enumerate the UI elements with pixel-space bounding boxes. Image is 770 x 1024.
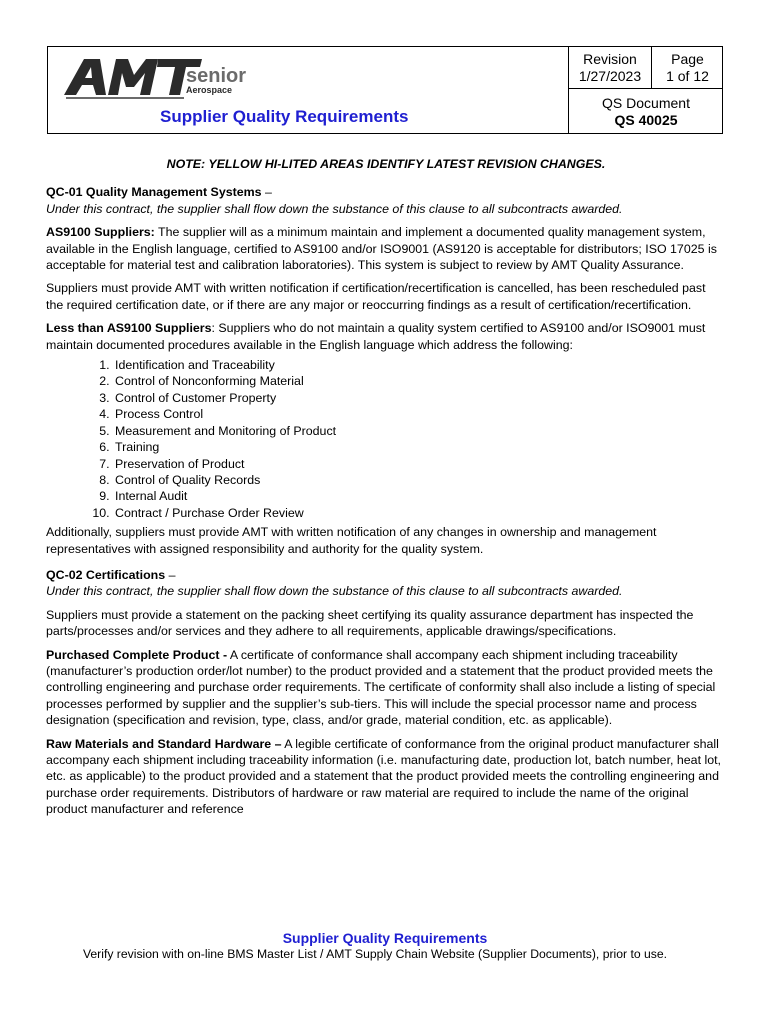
page-label: Page: [671, 51, 704, 67]
list-item: 9. Internal Audit: [113, 488, 726, 504]
document-title: Supplier Quality Requirements: [160, 107, 409, 126]
list-item: 2. Control of Nonconforming Material: [113, 373, 726, 389]
qc01-heading: QC-01 Quality Management Systems –: [46, 185, 272, 200]
document-header: [47, 46, 723, 134]
svg-text:senior: senior: [186, 65, 247, 87]
qc01-procedure-list: [46, 357, 726, 521]
list-item: 6. Training: [113, 439, 726, 455]
footer-note: Verify revision with on-line BMS Master List / AMT Supply Chain Website (Supplier Documents), prior to use.: [82, 947, 668, 961]
qc01-additionally-paragraph: Additionally, suppliers must provide AMT with written notification of any changes in ownership and management representatives with assigned responsibility and authority for the quality system.: [46, 525, 657, 556]
list-item: 3. Control of Customer Property: [113, 390, 726, 406]
revision-date: 1/27/2023: [578, 68, 642, 84]
qs-document-cell: [569, 89, 723, 133]
document-body: [46, 156, 726, 825]
qc02-statement-paragraph: Suppliers must provide a statement on the packing sheet certifying its quality assurance department has inspected the parts/processes and/or services and they adhere to all requirements, applicable drawings/specifications.: [46, 607, 694, 639]
qc02-purchased-paragraph: Purchased Complete Product - A certificate of conformance shall accompany each shipment including traceability (manufacturer’s production order/lot number) to the product provided and a statement that the product provided meets the controlling engineering and purchase order requirements. The certificate of conformity shall also include a listing of special processes performed by supplier and the supplier’s sub-tiers. This will include the special processor name and process designation (specification and revision, type, class, and/or grade, material condition, etc. as applicable).: [46, 647, 716, 728]
qs-document-number: QS 40025: [614, 112, 678, 128]
header-left: [48, 47, 568, 133]
qc02-flowdown: Under this contract, the supplier shall flow down the substance of this clause to all subcontracts awarded.: [46, 584, 623, 599]
list-item: 10. Contract / Purchase Order Review: [113, 505, 726, 521]
revision-cell: [569, 47, 652, 89]
revision-table: [568, 47, 722, 133]
list-item: 5. Measurement and Monitoring of Product: [113, 423, 726, 439]
amt-senior-aerospace-logo: [62, 55, 252, 99]
qc01-less-paragraph: Less than AS9100 Suppliers: Suppliers who do not maintain a quality system certified to AS9100 and/or ISO9001 must maintain documented procedures available in the English language which address the following:: [46, 321, 706, 352]
qc01-as9100-paragraph: AS9100 Suppliers: The supplier will as a minimum maintain and implement a documented quality management system, available in the English language, certified to AS9100 and/or ISO9001 (AS9120 is acceptable for distributors; ISO 17025 is acceptable for material test and calibration laboratories). This system is subject to review by AMT Quality Assurance.: [46, 225, 717, 273]
qc02-heading: QC-02 Certifications –: [46, 567, 176, 582]
revision-label: Revision: [583, 51, 637, 67]
section-qc02: [46, 567, 726, 818]
svg-text:Aerospace: Aerospace: [186, 85, 233, 95]
qs-document-label: QS Document: [602, 95, 690, 111]
qc02-raw-materials-paragraph: Raw Materials and Standard Hardware – A legible certificate of conformance from the original product manufacturer shall accompany each shipment including traceability information (i.e. manufacturing date, production lot, batch number, heat lot, etc. as applicable) to the product provided and a statement that the product provided meets the controlling engineering and purchase order requirements. Distributors of hardware or raw material are required to include the name of the original product manufacturer and reference: [46, 736, 721, 817]
list-item: 7. Preservation of Product: [113, 456, 726, 472]
revision-note: NOTE: YELLOW HI-LITED AREAS IDENTIFY LATEST REVISION CHANGES.: [166, 157, 606, 171]
qc01-flowdown: Under this contract, the supplier shall flow down the substance of this clause to all subcontracts awarded.: [46, 201, 623, 216]
page-number: 1 of 12: [666, 68, 709, 84]
list-item: 1. Identification and Traceability: [113, 357, 726, 373]
list-item: 4. Process Control: [113, 406, 726, 422]
list-item: 8. Control of Quality Records: [113, 472, 726, 488]
qc01-notification-paragraph: Suppliers must provide AMT with written notification if certification/recertification is cancelled, has been rescheduled past the required certification date, or if there are any major or reoccurring findings as a result of certification/recertification.: [46, 281, 706, 312]
page-cell: [652, 47, 723, 89]
footer-title: Supplier Quality Requirements: [282, 930, 488, 946]
section-qc01: [46, 184, 726, 557]
